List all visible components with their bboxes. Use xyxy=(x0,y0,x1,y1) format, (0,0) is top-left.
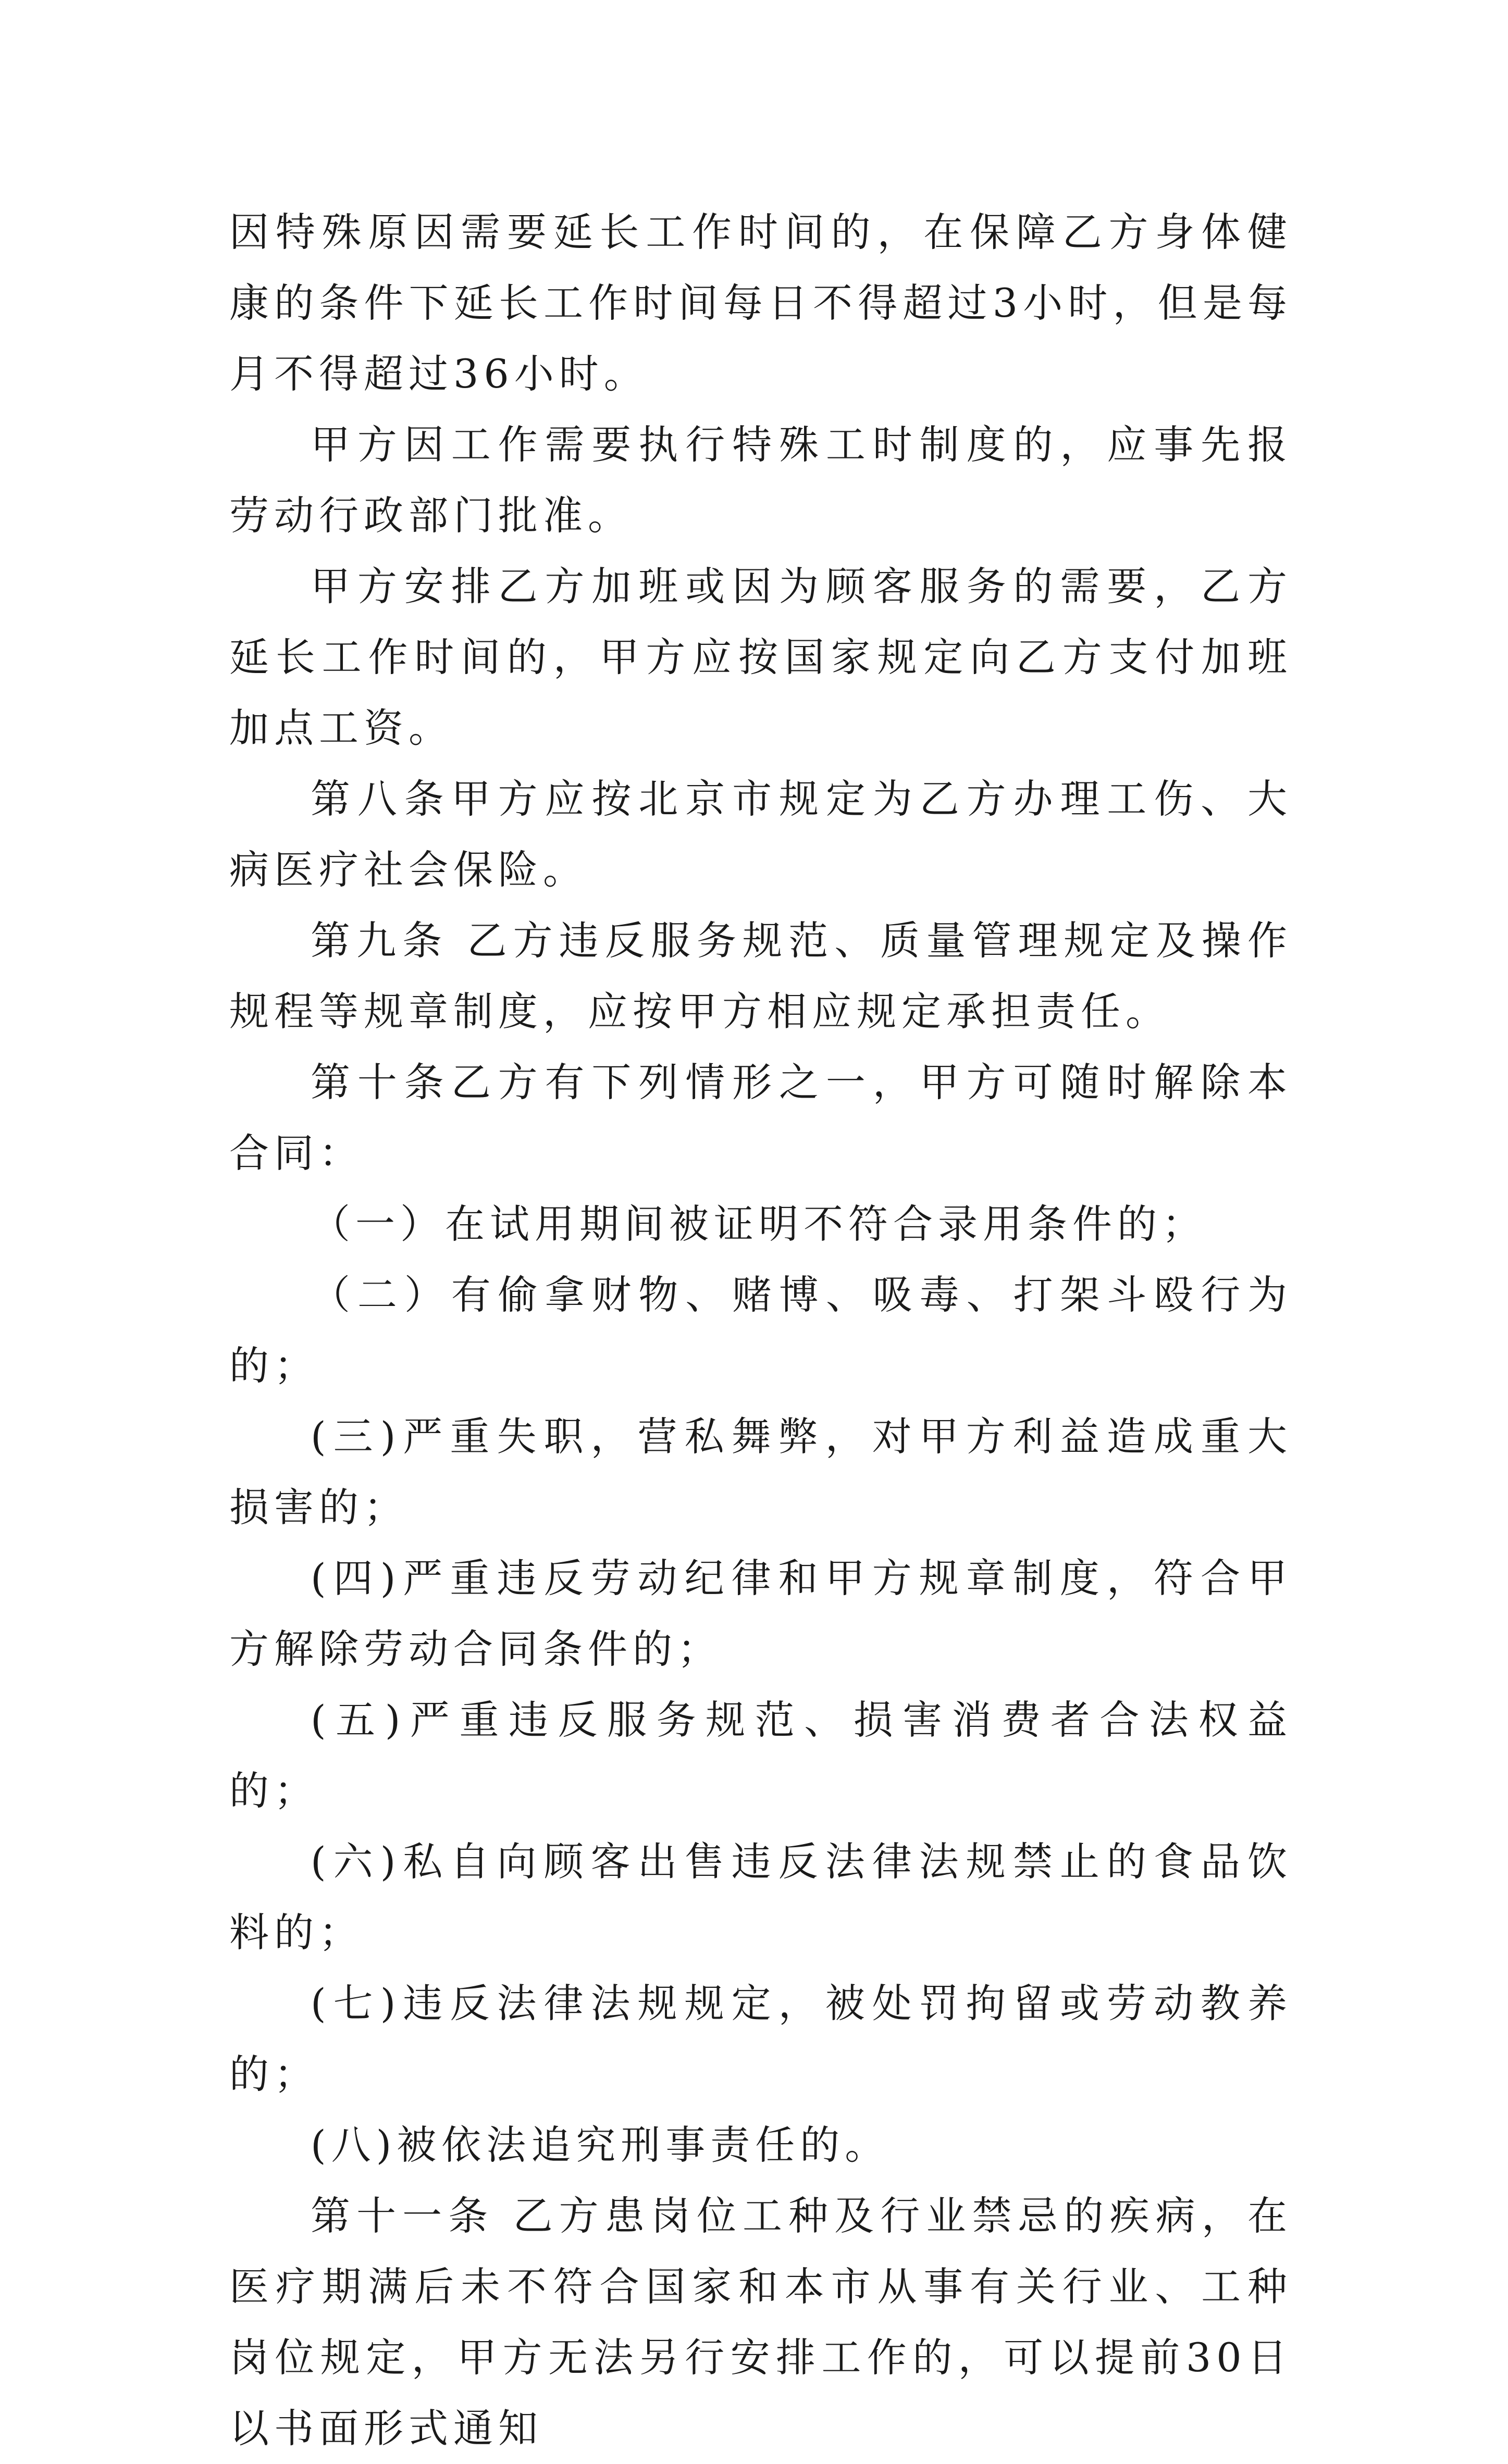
list-item-6: (六)私自向顾客出售违反法律法规禁止的食品饮料的； xyxy=(229,1838,1292,1956)
list-item-2: （二）有偷拿财物、赌博、吸毒、打架斗殴行为的； xyxy=(229,1272,1292,1389)
list-item-4: (四)严重违反劳动纪律和甲方规章制度，符合甲方解除劳动合同条件的； xyxy=(229,1555,1292,1672)
document-body xyxy=(229,197,1292,2464)
paragraph-overtime-pay: 甲方安排乙方加班或因为顾客服务的需要，乙方延长工作时间的，甲方应按国家规定向乙方支付加班加点工资。 xyxy=(229,563,1292,751)
paragraph-overtime-limit: 因特殊原因需要延长工作时间的，在保障乙方身体健康的条件下延长工作时间每日不得超过3小时，但是每月不得超过36小时。 xyxy=(229,209,1292,397)
paragraph-article-8: 第八条甲方应按北京市规定为乙方办理工伤、大病医疗社会保险。 xyxy=(229,776,1292,893)
paragraph-special-hours: 甲方因工作需要执行特殊工时制度的，应事先报劳动行政部门批准。 xyxy=(229,421,1292,539)
list-item-5: (五)严重违反服务规范、损害消费者合法权益的； xyxy=(229,1697,1292,1814)
paragraph-article-11: 第十一条 乙方患岗位工种及行业禁忌的疾病，在医疗期满后未不符合国家和本市从事有关行业、工种岗位规定，甲方无法另行安排工作的，可以提前30日以书面形式通知 xyxy=(229,2193,1292,2451)
list-item-7: (七)违反法律法规规定，被处罚拘留或劳动教养的； xyxy=(229,1980,1292,2097)
list-item-3: (三)严重失职，营私舞弊，对甲方利益造成重大损害的； xyxy=(229,1413,1292,1530)
paragraph-article-10: 第十条乙方有下列情形之一，甲方可随时解除本合同： xyxy=(229,1059,1292,1176)
list-item-8: (八)被依法追究刑事责任的。 xyxy=(311,2122,890,2168)
list-item-1: （一）在试用期间被证明不符合录用条件的； xyxy=(311,1201,1207,1247)
paragraph-article-9: 第九条 乙方违反服务规范、质量管理规定及操作规程等规章制度，应按甲方相应规定承担责任。 xyxy=(229,917,1292,1035)
